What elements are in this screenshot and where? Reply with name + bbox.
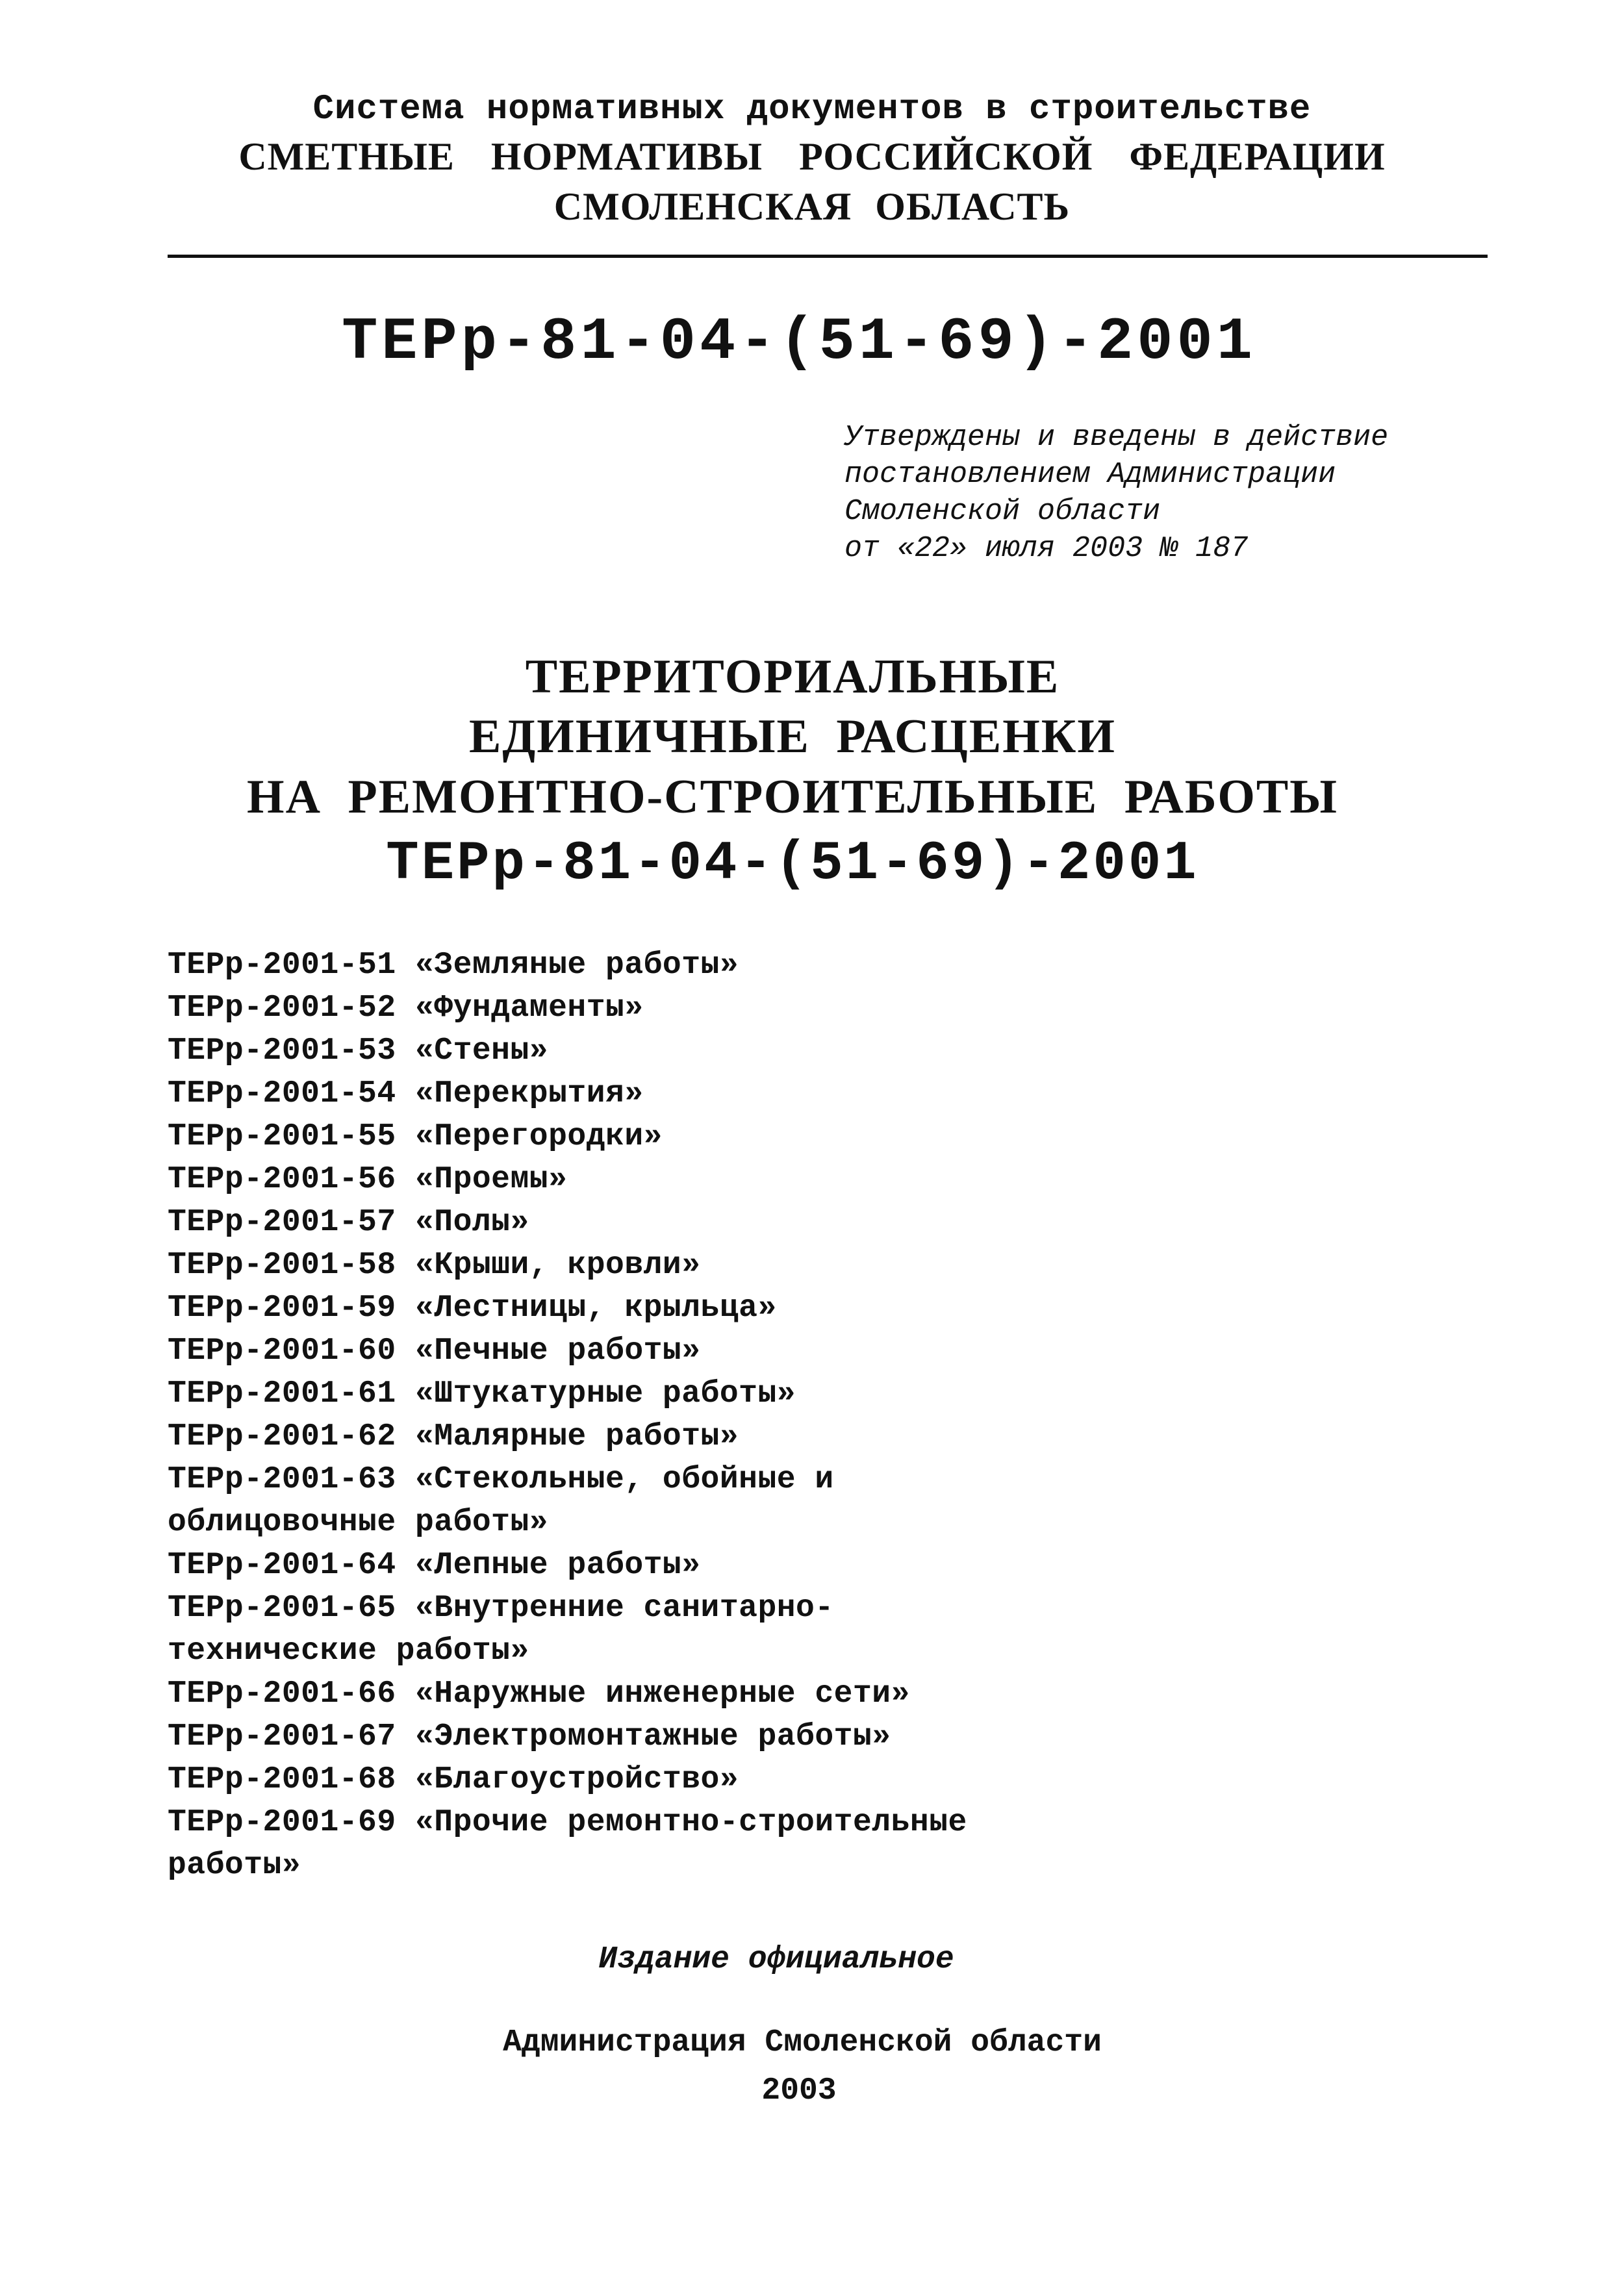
- approval-block: [844, 419, 1388, 567]
- contents-item: ТЕРр-2001-55 «Перегородки»: [168, 1119, 663, 1154]
- contents-item-continuation: облицовочные работы»: [168, 1505, 549, 1540]
- contents-item: ТЕРр-2001-58 «Крыши, кровли»: [168, 1248, 701, 1283]
- approval-line: Утверждены и введены в действие: [844, 421, 1389, 454]
- contents-item: ТЕРр-2001-66 «Наружные инженерные сети»: [168, 1676, 910, 1712]
- approval-line: Смоленской области: [844, 495, 1161, 528]
- contents-item: ТЕРр-2001-62 «Малярные работы»: [168, 1419, 739, 1454]
- main-title-code: ТЕРр-81-04-(51-69)-2001: [386, 833, 1199, 895]
- norms-title: СМЕТНЫЕ НОРМАТИВЫ РОССИЙСКОЙ ФЕДЕРАЦИИ: [238, 135, 1386, 178]
- approval-line: постановлением Администрации: [844, 458, 1336, 491]
- contents-item-continuation: технические работы»: [168, 1634, 529, 1669]
- contents-item: ТЕРр-2001-57 «Полы»: [168, 1205, 529, 1240]
- contents-item: ТЕРр-2001-69 «Прочие ремонтно-строительные: [168, 1805, 967, 1840]
- contents-item: ТЕРр-2001-64 «Лепные работы»: [168, 1548, 701, 1583]
- publication-year: 2003: [761, 2073, 837, 2108]
- contents-item: ТЕРр-2001-68 «Благоустройство»: [168, 1762, 739, 1797]
- contents-item: ТЕРр-2001-51 «Земляные работы»: [168, 948, 739, 983]
- contents-item: ТЕРр-2001-60 «Печные работы»: [168, 1333, 701, 1369]
- main-title-line: НА РЕМОНТНО-СТРОИТЕЛЬНЫЕ РАБОТЫ: [247, 770, 1338, 824]
- header-divider: [168, 255, 1488, 258]
- contents-item: ТЕРр-2001-65 «Внутренние санитарно-: [168, 1591, 834, 1626]
- region-title: СМОЛЕНСКАЯ ОБЛАСТЬ: [553, 185, 1071, 228]
- main-title-line: ТЕРРИТОРИАЛЬНЫЕ: [525, 650, 1060, 703]
- contents-item: ТЕРр-2001-67 «Электромонтажные работы»: [168, 1719, 891, 1754]
- contents-list: [168, 944, 967, 1887]
- contents-item: ТЕРр-2001-61 «Штукатурные работы»: [168, 1376, 796, 1411]
- contents-item-continuation: работы»: [168, 1848, 301, 1883]
- publisher: Администрация Смоленской области: [503, 2025, 1102, 2060]
- main-title-line: ЕДИНИЧНЫЕ РАСЦЕНКИ: [469, 710, 1116, 763]
- document-code: ТЕРр-81-04-(51-69)-2001: [342, 308, 1256, 376]
- approval-line: от «22» июля 2003 № 187: [844, 532, 1249, 565]
- contents-item: ТЕРр-2001-52 «Фундаменты»: [168, 991, 644, 1026]
- contents-item: ТЕРр-2001-63 «Стекольные, обойные и: [168, 1462, 834, 1497]
- contents-item: ТЕРр-2001-56 «Проемы»: [168, 1162, 568, 1197]
- contents-item: ТЕРр-2001-53 «Стены»: [168, 1033, 549, 1068]
- system-title: Система нормативных документов в строительстве: [312, 90, 1312, 129]
- edition-note: Издание официальное: [598, 1942, 954, 1977]
- contents-item: ТЕРр-2001-59 «Лестницы, крыльца»: [168, 1291, 777, 1326]
- contents-item: ТЕРр-2001-54 «Перекрытия»: [168, 1076, 644, 1111]
